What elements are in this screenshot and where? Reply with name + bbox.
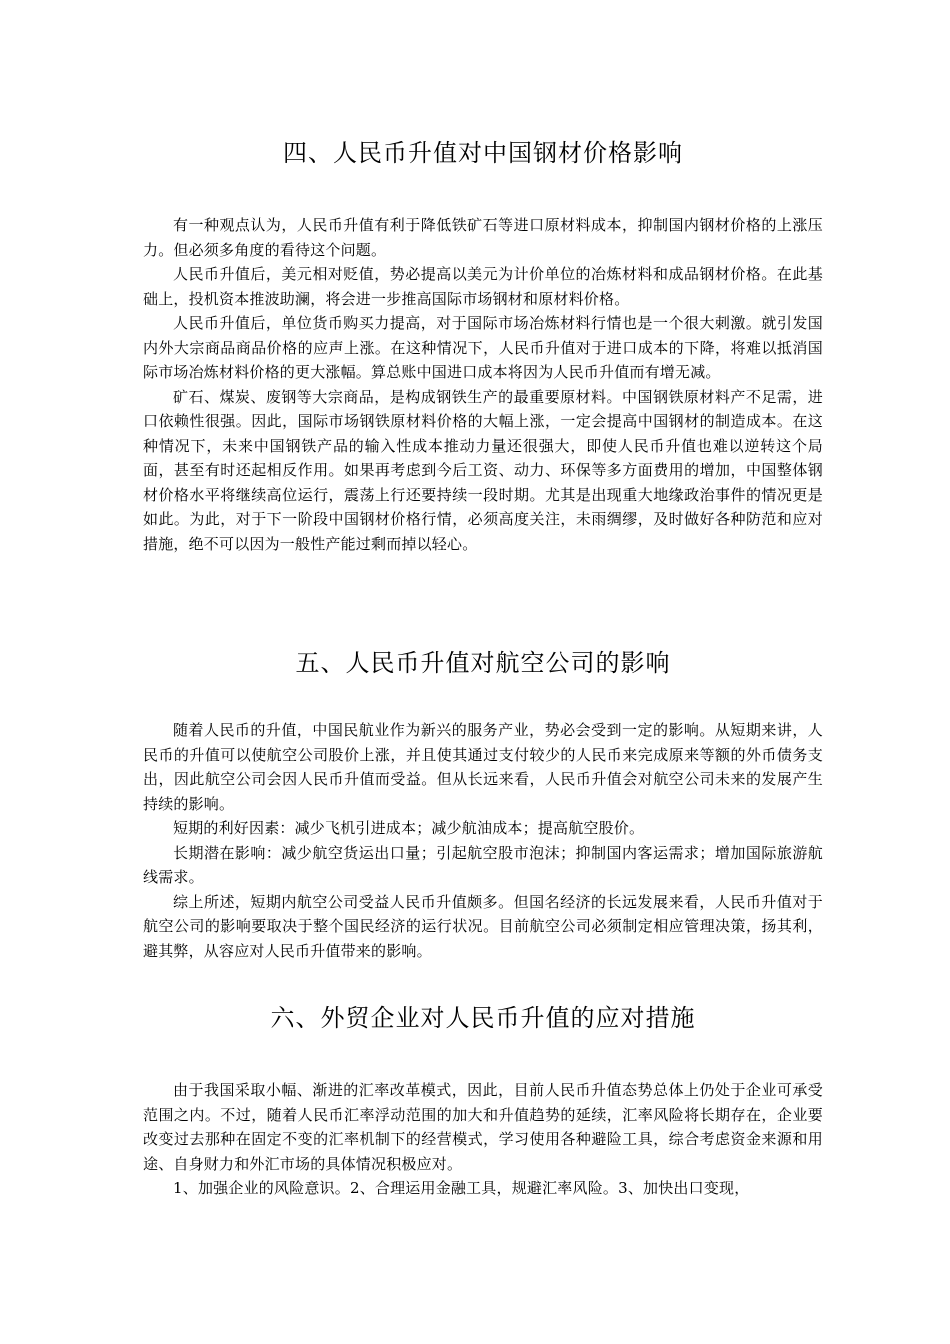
paragraph: 1、加强企业的风险意识。2、合理运用金融工具，规避汇率风险。3、加快出口变现， [173, 1179, 750, 1197]
section-steel-prices [143, 138, 823, 556]
section-heading: 四、人民币升值对中国钢材价格影响 [283, 139, 683, 167]
paragraph: 人民币升值后，美元相对贬值，势必提高以美元为计价单位的冶炼材料和成品钢材价格。在此基础上，投机资本推波助澜，将会进一步推高国际市场钢材和原材料价格。 [143, 265, 823, 308]
section-heading: 五、人民币升值对航空公司的影响 [295, 649, 671, 677]
paragraph: 综上所述，短期内航空公司受益人民币升值颇多。但国名经济的长远发展来看，人民币升值对于航空公司的影响要取决于整个国民经济的运行状况。目前航空公司必须制定相应管理决策，扬其利，避其弊，从容应对人民币升值带来的影响。 [143, 892, 823, 960]
section-body [143, 718, 823, 963]
paragraph: 有一种观点认为，人民币升值有利于降低铁矿石等进口原材料成本，抑制国内钢材价格的上涨压力。但必须多角度的看待这个问题。 [143, 216, 823, 259]
paragraph: 长期潜在影响：减少航空货运出口量；引起航空股市泡沫；抑制国内客运需求；增加国际旅游航线需求。 [143, 843, 823, 886]
section-heading: 六、外贸企业对人民币升值的应对措施 [270, 1004, 696, 1032]
paragraph: 矿石、煤炭、废钢等大宗商品，是构成钢铁生产的最重要原材料。中国钢铁原材料产不足需，进口依赖性很强。因此，国际市场钢铁原材料价格的大幅上涨，一定会提高中国钢材的制造成本。在这种情况下，未来中国钢铁产品的输入性成本推动力量还很强大，即使人民币升值也难以逆转这个局面，甚至有时还起相反作用。如果再考虑到今后工资、动力、环保等多方面费用的增加，中国整体钢材价格水平将继续高位运行，震荡上行还要持续一段时期。尤其是出现重大地缘政治事件的情况更是如此。为此，对于下一阶段中国钢材价格行情，必须高度关注，未雨绸缪，及时做好各种防范和应对措施，绝不可以因为一般性产能过剩而掉以轻心。 [143, 387, 823, 553]
section-body [143, 1078, 823, 1201]
section-body [143, 213, 823, 556]
section-trade-measures [143, 1003, 823, 1201]
paragraph: 随着人民币的升值，中国民航业作为新兴的服务产业，势必会受到一定的影响。从短期来讲，人民币的升值可以使航空公司股价上涨，并且使其通过支付较少的人民币来完成原来等额的外币债务支出，因此航空公司会因人民币升值而受益。但从长远来看，人民币升值会对航空公司未来的发展产生持续的影响。 [143, 721, 823, 813]
paragraph: 由于我国采取小幅、渐进的汇率改革模式，因此，目前人民币升值态势总体上仍处于企业可承受范围之内。不过，随着人民币汇率浮动范围的加大和升值趋势的延续，汇率风险将长期存在，企业要改变过去那种在固定不变的汇率机制下的经营模式，学习使用各种避险工具，综合考虑资金来源和用途、自身财力和外汇市场的具体情况积极应对。 [143, 1081, 823, 1173]
paragraph: 短期的利好因素：减少飞机引进成本；减少航油成本；提高航空股价。 [173, 819, 645, 837]
paragraph: 人民币升值后，单位货币购买力提高，对于国际市场冶炼材料行情也是一个很大刺激。就引发国内外大宗商品商品价格的应声上涨。在这种情况下，人民币升值对于进口成本的下降，将难以抵消国际市场冶炼材料价格的更大涨幅。算总账中国进口成本将因为人民币升值而有增无减。 [143, 314, 823, 381]
section-airlines [143, 648, 823, 963]
